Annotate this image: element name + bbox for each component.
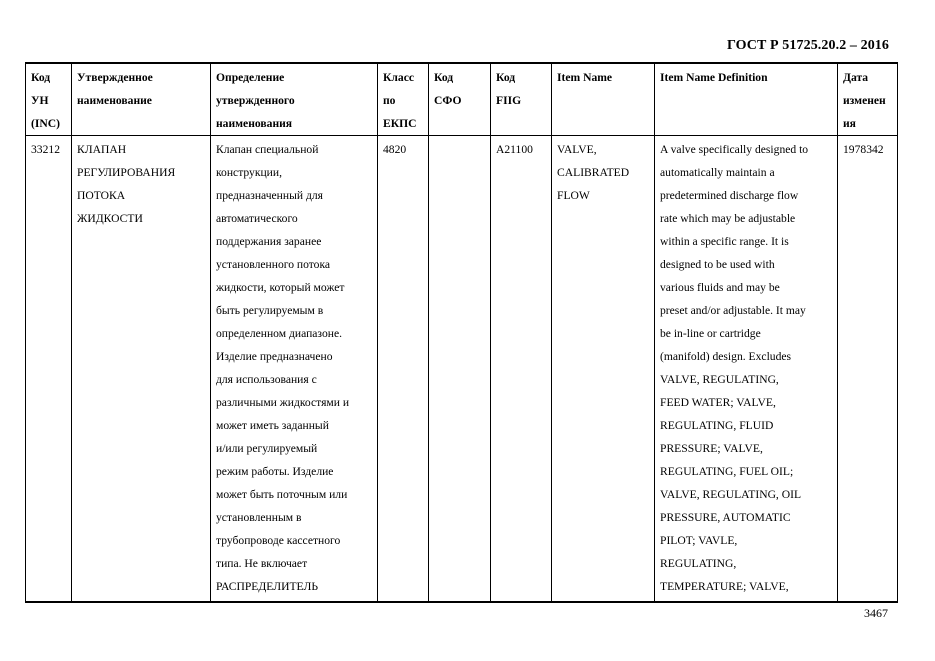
cell-text-line: ПОТОКА	[77, 189, 126, 202]
column-header-line: по	[383, 94, 396, 107]
column-header-line: Код	[434, 71, 454, 84]
column-header-line: наименования	[216, 117, 293, 130]
cell-text-line: automatically maintain a	[660, 166, 775, 179]
nomenclature-table	[25, 62, 898, 603]
cell-fiig-code	[491, 136, 552, 603]
column-header-definition-ru	[211, 63, 378, 136]
cell-text-line: и/или регулируемый	[216, 442, 318, 455]
cell-item-name-definition	[655, 136, 838, 603]
cell-change-date	[838, 136, 898, 603]
cell-text-line: FEED WATER; VALVE,	[660, 396, 776, 409]
cell-text-line: Изделие предназначено	[216, 350, 333, 363]
cell-text-line: predetermined discharge flow	[660, 189, 799, 202]
column-header-sfo-code	[429, 63, 491, 136]
cell-text-line: A valve specifically designed to	[660, 143, 809, 156]
column-header-line: изменен	[843, 94, 886, 107]
column-header-line: ЕКПС	[383, 117, 417, 130]
cell-text-line: различными жидкостями и	[216, 396, 350, 409]
column-header-line: ия	[843, 117, 856, 130]
cell-text-line: 4820	[383, 143, 407, 156]
cell-item-name	[552, 136, 655, 603]
column-header-change-date	[838, 63, 898, 136]
column-header-line: Определение	[216, 71, 285, 84]
cell-text-line: быть регулируемым в	[216, 304, 324, 317]
cell-text-line: PILOT; VAVLE,	[660, 534, 738, 547]
column-header-line: Код	[496, 71, 516, 84]
cell-text-line: для использования с	[216, 373, 317, 386]
cell-text-line: rate which may be adjustable	[660, 212, 796, 225]
column-header-line: Item Name	[557, 71, 613, 84]
table-header-row	[26, 63, 898, 136]
column-header-line: FIIG	[496, 94, 522, 107]
column-header-inc	[26, 63, 72, 136]
document-header: ГОСТ Р 51725.20.2 – 2016	[726, 38, 889, 53]
cell-inc	[26, 136, 72, 603]
column-header-approved-name	[72, 63, 211, 136]
cell-text-line: жидкости, который может	[216, 281, 345, 294]
cell-definition-ru	[211, 136, 378, 603]
cell-text-line: предназначенный для	[216, 189, 324, 202]
column-header-line: наименование	[77, 94, 152, 107]
cell-text-line: поддержания заранее	[216, 235, 322, 248]
cell-text-line: within a specific range. It is	[660, 235, 789, 248]
cell-ekps-class	[378, 136, 429, 603]
column-header-fiig-code	[491, 63, 552, 136]
cell-text-line: preset and/or adjustable. It may	[660, 304, 806, 317]
cell-text-line: A21100	[496, 143, 533, 156]
cell-text-line: определенном диапазоне.	[216, 327, 342, 340]
cell-text-line: CALIBRATED	[557, 166, 630, 179]
cell-approved-name	[72, 136, 211, 603]
page-number: 3467	[864, 606, 888, 620]
column-header-line: утвержденного	[216, 94, 295, 107]
table-row	[26, 136, 898, 603]
cell-text-line: установленным в	[216, 511, 302, 524]
cell-text-line: может быть поточным или	[216, 488, 348, 501]
column-header-line: Дата	[843, 71, 869, 84]
cell-text-line: VALVE, REGULATING,	[660, 373, 779, 386]
column-header-item-name-definition	[655, 63, 838, 136]
cell-text-line: be in-line or cartridge	[660, 327, 761, 340]
cell-text-line: ЖИДКОСТИ	[77, 212, 143, 225]
cell-text-line: REGULATING, FLUID	[660, 419, 774, 432]
cell-text-line: трубопроводе кассетного	[216, 534, 341, 547]
cell-text-line: REGULATING, FUEL OIL;	[660, 465, 794, 478]
cell-text-line: VALVE, REGULATING, OIL	[660, 488, 802, 501]
cell-text-line: TEMPERATURE; VALVE,	[660, 580, 789, 593]
cell-text-line: designed to be used with	[660, 258, 775, 271]
cell-text-line: VALVE,	[557, 143, 597, 156]
column-header-line: Код	[31, 71, 51, 84]
cell-text-line: РЕГУЛИРОВАНИЯ	[77, 166, 176, 179]
cell-text-line: (manifold) design. Excludes	[660, 350, 792, 363]
cell-text-line: может иметь заданный	[216, 419, 329, 432]
cell-text-line: FLOW	[557, 189, 590, 202]
cell-text-line: установленного потока	[216, 258, 331, 271]
column-header-line: Item Name Definition	[660, 71, 768, 84]
cell-text-line: КЛАПАН	[77, 143, 127, 156]
cell-text-line: типа. Не включает	[216, 557, 308, 570]
column-header-ekps-class	[378, 63, 429, 136]
column-header-line: Утвержденное	[77, 71, 153, 84]
cell-text-line: various fluids and may be	[660, 281, 780, 294]
cell-text-line: 1978342	[843, 143, 884, 156]
column-header-line: (INC)	[31, 117, 60, 130]
cell-text-line: автоматического	[216, 212, 298, 225]
column-header-item-name	[552, 63, 655, 136]
cell-text-line: РАСПРЕДЕЛИТЕЛЬ	[216, 580, 318, 593]
cell-text-line: PRESSURE; VALVE,	[660, 442, 763, 455]
cell-text-line: 33212	[31, 143, 60, 156]
column-header-line: Класс	[383, 71, 414, 84]
cell-text-line: режим работы. Изделие	[216, 465, 334, 478]
cell-text-line: конструкции,	[216, 166, 282, 179]
cell-text-line: Клапан специальной	[216, 143, 319, 156]
cell-text-line: PRESSURE, AUTOMATIC	[660, 511, 791, 524]
cell-sfo-code	[429, 136, 491, 603]
column-header-line: СФО	[434, 94, 462, 107]
cell-text-line: REGULATING,	[660, 557, 737, 570]
column-header-line: УН	[31, 94, 49, 107]
